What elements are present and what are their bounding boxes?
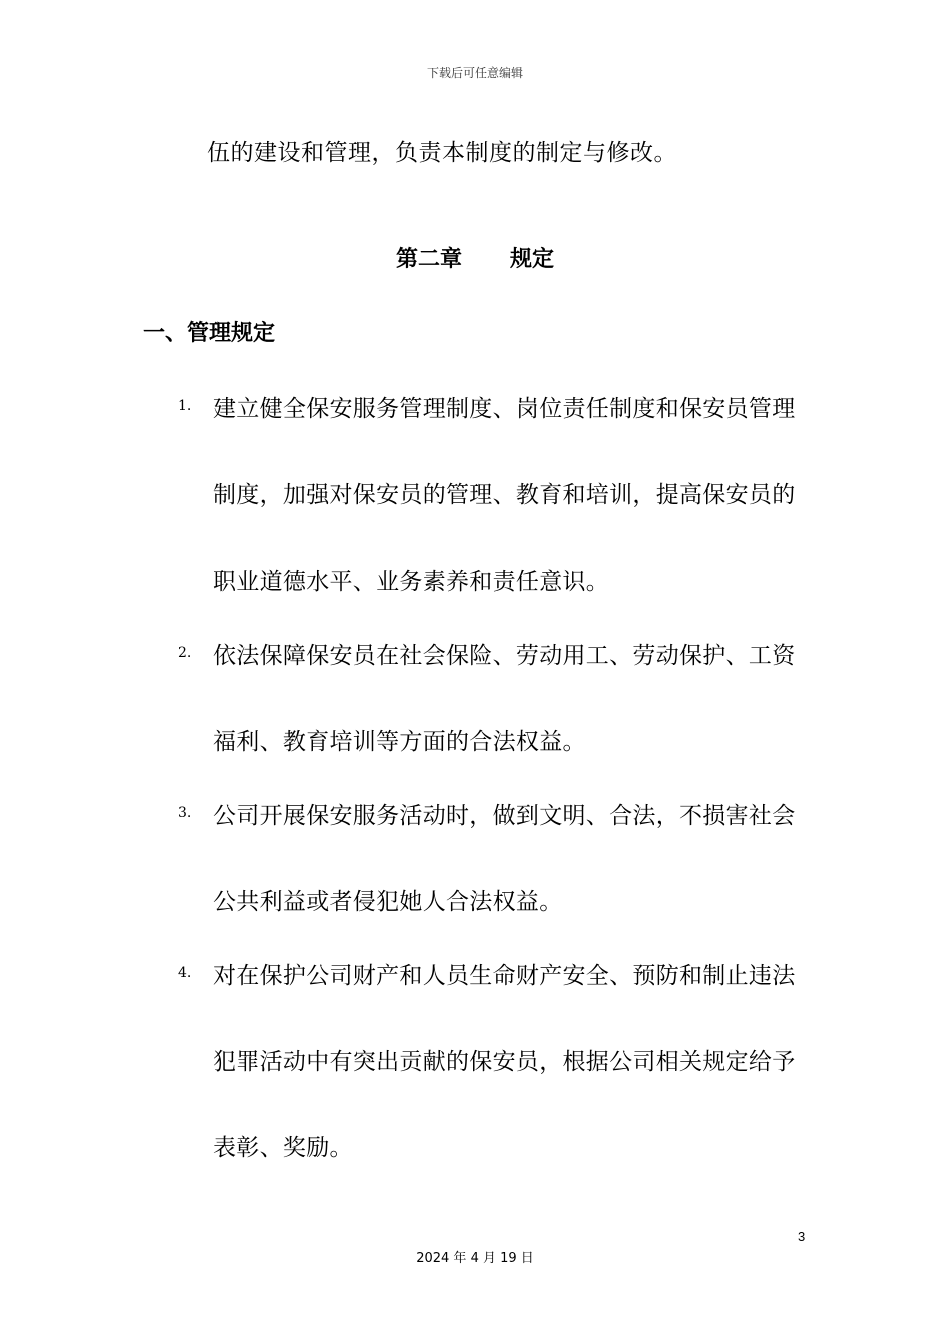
chapter-heading — [0, 242, 950, 273]
list-item-line: 表彰、奖励。 — [213, 1135, 353, 1161]
header-note: 下载后可任意编辑 — [426, 66, 523, 80]
list-item-number: 2. — [178, 645, 192, 661]
page-number: 3 — [798, 1229, 806, 1244]
chapter-title: 规定 — [510, 247, 555, 272]
list-item-line: 依法保障保安员在社会保险、劳动用工、劳动保护、工资 — [213, 643, 796, 669]
list-item-number: 3. — [178, 805, 192, 821]
list-item-line: 制度，加强对保安员的管理、教育和培训，提高保安员的 — [213, 482, 796, 508]
list-item-number: 1. — [178, 398, 192, 414]
section-heading: 一、管理规定 — [143, 321, 276, 346]
list-item-line: 职业道德水平、业务素养和责任意识。 — [213, 569, 610, 595]
list-item-line: 犯罪活动中有突出贡献的保安员，根据公司相关规定给予 — [213, 1049, 796, 1075]
list-item-line: 福利、教育培训等方面的合法权益。 — [213, 729, 586, 755]
list-item-line: 对在保护公司财产和人员生命财产安全、预防和制止违法 — [213, 963, 796, 989]
list-item-line: 公司开展保安服务活动时，做到文明、合法，不损害社会 — [213, 803, 796, 829]
list-item-line: 建立健全保安服务管理制度、岗位责任制度和保安员管理 — [213, 396, 796, 422]
list-item-line: 公共利益或者侵犯她人合法权益。 — [213, 889, 563, 915]
continuation-paragraph: 伍的建设和管理，负责本制度的制定与修改。 — [207, 140, 677, 166]
footer-date: 2024 年 4 月 19 日 — [416, 1251, 534, 1266]
list-item-number: 4. — [178, 965, 192, 981]
chapter-number: 第二章 — [395, 247, 462, 272]
